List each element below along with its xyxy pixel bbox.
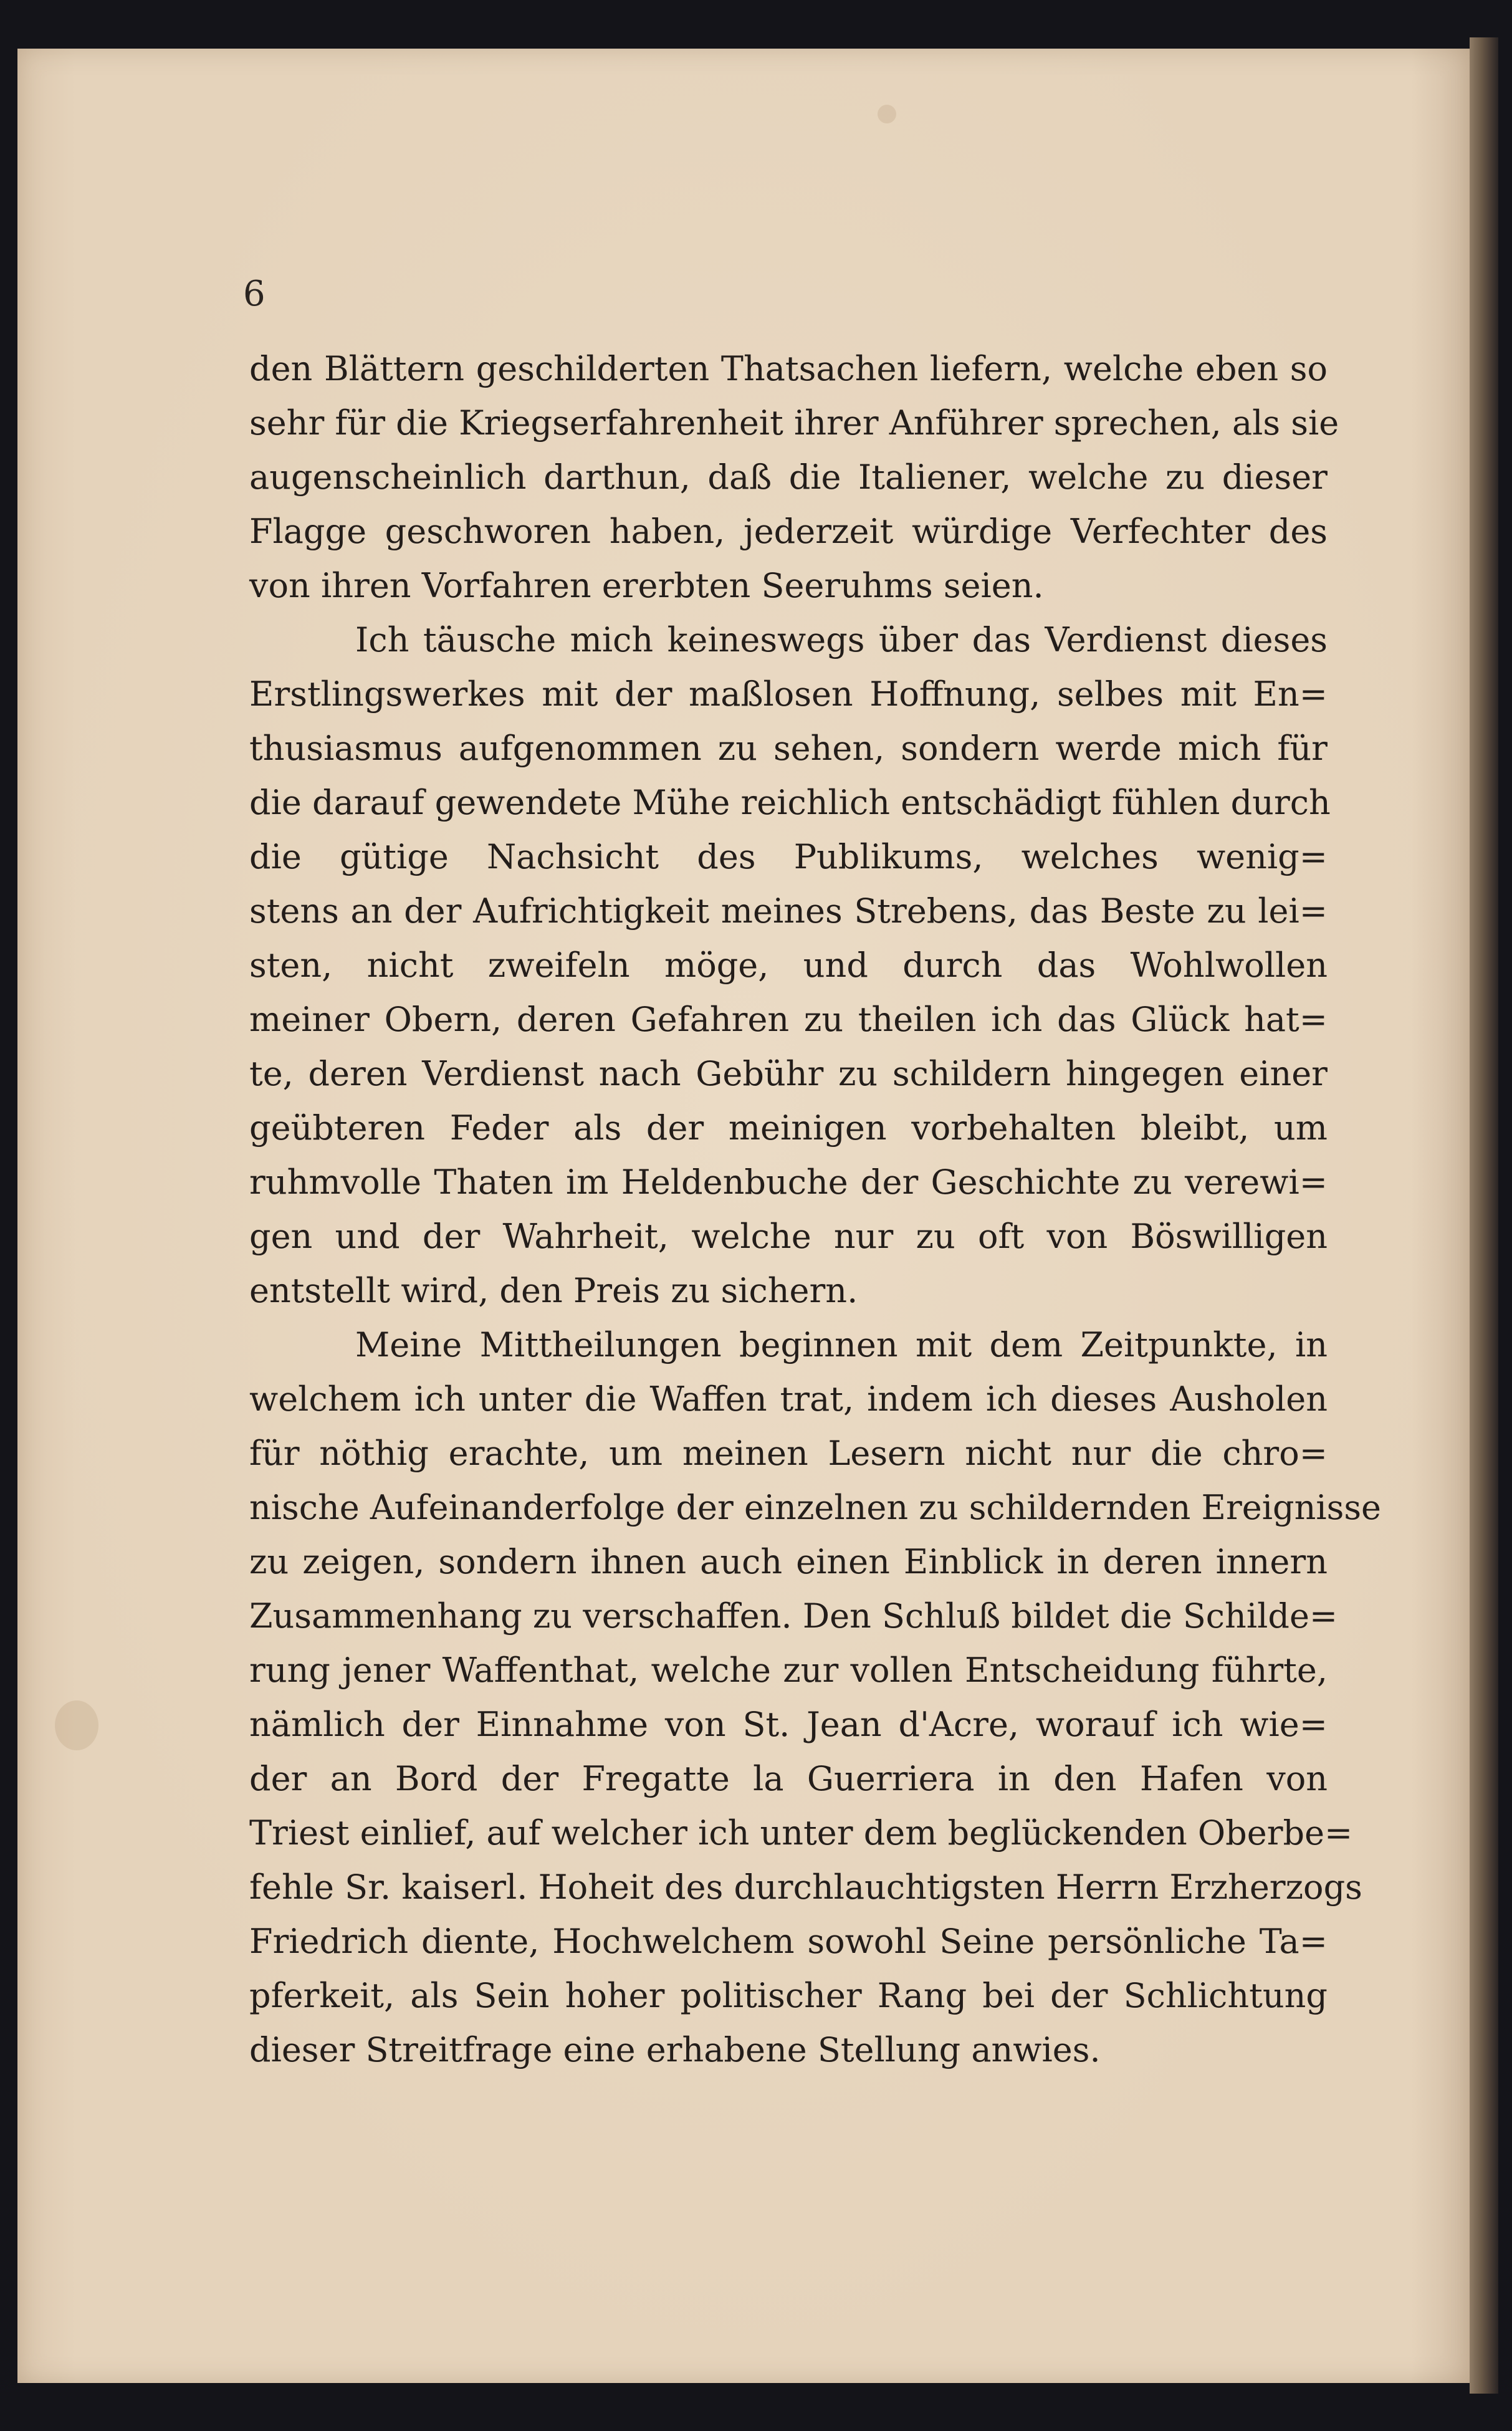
text-line: die darauf gewendete Mühe reichlich entschädigt fühlen durch <box>249 783 1331 822</box>
text-line: Meine Mittheilungen beginnen mit dem Zeitpunkte, in <box>355 1325 1328 1364</box>
paragraph-2 <box>249 613 1331 1318</box>
text-line: thusiasmus aufgenommen zu sehen, sondern werde mich für <box>249 729 1328 768</box>
text-line: Erstlingswerkes mit der maßlosen Hoffnung, selbes mit En= <box>249 674 1328 714</box>
text-line: Zusammenhang zu verschaffen. Den Schluß bildet die Schilde= <box>249 1596 1338 1636</box>
text-line: für nöthig erachte, um meinen Lesern nicht nur die chro= <box>249 1434 1328 1473</box>
text-line: sehr für die Kriegserfahrenheit ihrer Anführer sprechen, als sie <box>249 403 1339 443</box>
text-line: zu zeigen, sondern ihnen auch einen Einblick in deren innern <box>249 1542 1328 1581</box>
text-line: geübteren Feder als der meinigen vorbehalten bleibt, um <box>249 1108 1328 1148</box>
text-line: den Blättern geschilderten Thatsachen liefern, welche eben so <box>249 349 1328 388</box>
paper-stain <box>878 105 896 123</box>
text-line: die gütige Nachsicht des Publikums, welches wenig= <box>249 837 1328 876</box>
text-line: entstellt wird, den Preis zu sichern. <box>249 1271 858 1310</box>
text-line: nämlich der Einnahme von St. Jean d'Acre, worauf ich wie= <box>249 1705 1328 1744</box>
text-line: stens an der Aufrichtigkeit meines Strebens, das Beste zu lei= <box>249 891 1328 931</box>
paper-stain <box>55 1700 98 1750</box>
text-line: Ich täusche mich keineswegs über das Verdienst dieses <box>355 620 1328 659</box>
book-spine-edge <box>1470 37 1498 2394</box>
text-line: Flagge geschworen haben, jederzeit würdige Verfechter des <box>249 512 1328 551</box>
text-line: te, deren Verdienst nach Gebühr zu schildern hingegen einer <box>249 1054 1328 1093</box>
text-line: fehle Sr. kaiserl. Hoheit des durchlauchtigsten Herrn Erzherzogs <box>249 1868 1362 1907</box>
text-line: ruhmvolle Thaten im Heldenbuche der Geschichte zu verewi= <box>249 1163 1328 1202</box>
page-number: 6 <box>243 274 266 314</box>
text-line: nische Aufeinanderfolge der einzelnen zu schildernden Ereignisse <box>249 1488 1382 1527</box>
body-text <box>249 342 1382 2077</box>
text-line: rung jener Waffenthat, welche zur vollen Entscheidung führte, <box>249 1651 1328 1690</box>
text-line: gen und der Wahrheit, welche nur zu oft von Böswilligen <box>249 1217 1328 1256</box>
text-line: von ihren Vorfahren ererbten Seeruhms seien. <box>249 566 1044 605</box>
text-line: augenscheinlich darthun, daß die Italiener, welche zu dieser <box>249 458 1328 497</box>
text-line: sten, nicht zweifeln möge, und durch das Wohlwollen <box>249 946 1328 985</box>
text-line: der an Bord der Fregatte la Guerriera in den Hafen von <box>249 1759 1328 1798</box>
text-line: Triest einlief, auf welcher ich unter dem beglückenden Oberbe= <box>249 1813 1353 1853</box>
text-line: meiner Obern, deren Gefahren zu theilen ich das Glück hat= <box>249 1000 1328 1039</box>
text-line: pferkeit, als Sein hoher politischer Rang bei der Schlichtung <box>249 1976 1328 2015</box>
text-line: Friedrich diente, Hochwelchem sowohl Seine persönliche Ta= <box>249 1922 1328 1961</box>
text-line: welchem ich unter die Waffen trat, indem ich dieses Ausholen <box>249 1379 1328 1419</box>
paragraph-3 <box>249 1318 1382 2077</box>
text-line: dieser Streitfrage eine erhabene Stellung anwies. <box>249 2030 1101 2069</box>
paragraph-1 <box>249 342 1339 613</box>
